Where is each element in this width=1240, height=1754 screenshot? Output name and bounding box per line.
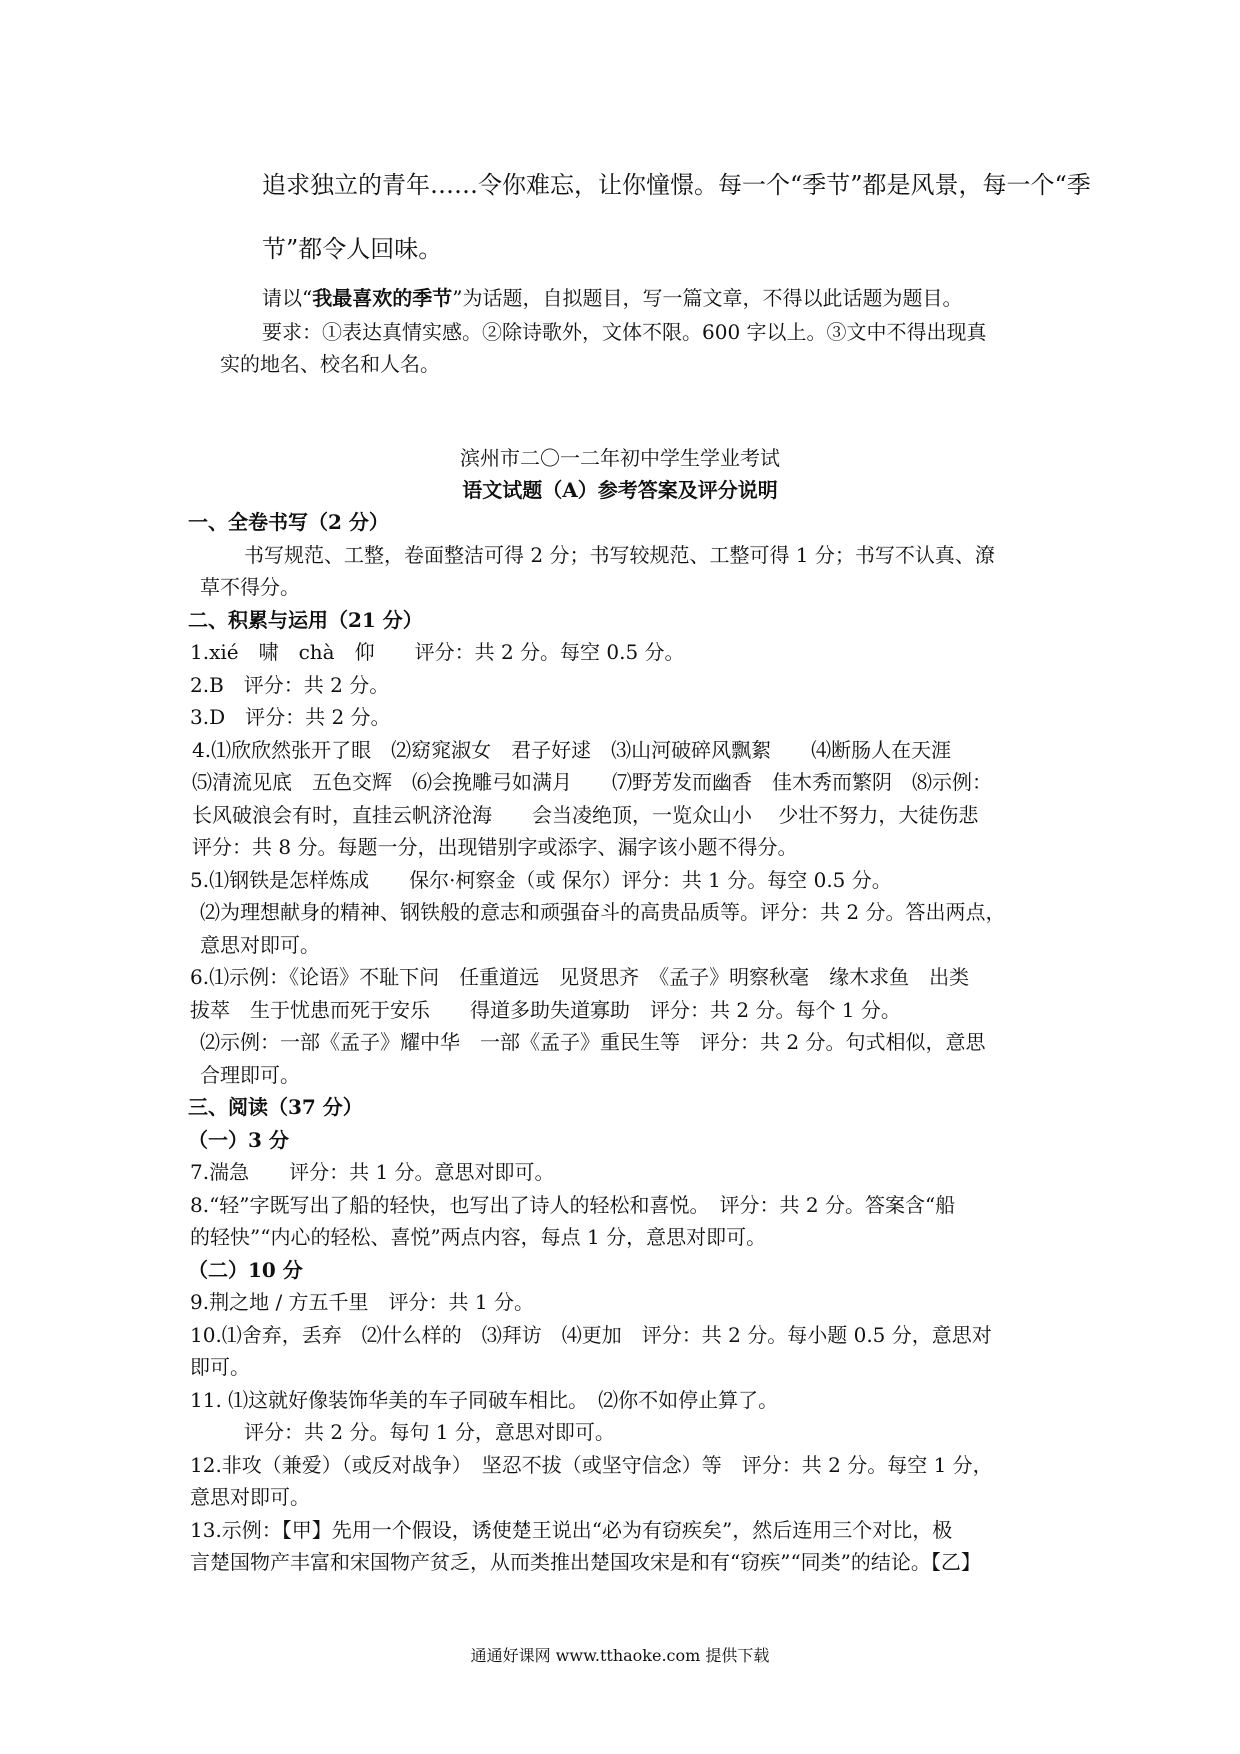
intro-line-1: 追求独立的青年……令你难忘，让你憧憬。每一个“季节”都是风景，每一个“季 — [262, 171, 1091, 199]
answer-line: ⑵为理想献身的精神、钢铁般的意志和顽强奋斗的高贵品质等。评分：共 2 分。答出两点， — [200, 900, 1006, 924]
answer-line: 13.示例：【甲】先用一个假设，诱使楚王说出“必为有窃疾矣”，然后连用三个对比，极 — [190, 1518, 953, 1542]
answer-line: 12.非攻（兼爱）（或反对战争） 坚忍不拔（或坚守信念）等 评分：共 2 分。每空 1 分， — [190, 1453, 993, 1477]
prompt-suffix: ”为话题，自拟题目，写一篇文章，不得以此话题为题目。 — [452, 286, 963, 310]
requirements-line-1: 要求：①表达真情实感。②除诗歌外，文体不限。600 字以上。③文中不得出现真 — [262, 320, 987, 344]
answer-line: 合理即可。 — [200, 1063, 300, 1087]
answer-line: 评分：共 2 分。每句 1 分，意思对即可。 — [244, 1420, 615, 1444]
answer-line: 5.⑴钢铁是怎样炼成 保尔·柯察金（或 保尔）评分：共 1 分。每空 0.5 分。 — [190, 868, 892, 892]
answer-line: ⑸清流见底 五色交辉 ⑹会挽雕弓如满月 ⑺野芳发而幽香 佳木秀而繁阴 ⑻示例： — [192, 770, 992, 794]
page-footer: 通通好课网 www.tthaoke.com 提供下载 — [470, 1646, 770, 1665]
answer-line: 6.⑴示例：《论语》不耻下问 任重道远 见贤思齐 《孟子》明察秋毫 缘木求鱼 出类 — [190, 965, 970, 989]
subsection-heading: （一）3 分 — [188, 1128, 289, 1152]
answer-line: 9.荆之地 / 方五千里 评分：共 1 分。 — [190, 1290, 534, 1314]
section-heading: 三、阅读（37 分） — [188, 1095, 363, 1119]
answer-line: 言楚国物产丰富和宋国物产贫乏，从而类推出楚国攻宋是和有“窃疾”“同类”的结论。【乙】 — [190, 1550, 981, 1574]
answer-line: 拔萃 生于忧患而死于安乐 得道多助失道寡助 评分：共 2 分。每个 1 分。 — [190, 998, 901, 1022]
exam-title: 滨州市二〇一二年初中学生学业考试 — [460, 446, 780, 470]
answer-line: ⑵示例：一部《孟子》耀中华 一部《孟子》重民生等 评分：共 2 分。句式相似，意思 — [200, 1030, 986, 1054]
essay-prompt — [262, 284, 962, 312]
answer-line: 意思对即可。 — [190, 1485, 310, 1509]
answer-line: 3.D 评分：共 2 分。 — [190, 705, 391, 729]
answer-line: 书写规范、工整，卷面整洁可得 2 分；书写较规范、工整可得 1 分；书写不认真、潦 — [244, 543, 995, 567]
prompt-prefix: 请以“ — [262, 286, 313, 310]
answer-line: 8.“轻”字既写出了船的轻快，也写出了诗人的轻松和喜悦。 评分：共 2 分。答案含“船 — [190, 1193, 956, 1217]
section-heading: 二、积累与运用（21 分） — [188, 608, 423, 632]
section-heading: 一、全卷书写（2 分） — [188, 510, 389, 534]
intro-line-2: 节”都令人回味。 — [262, 235, 443, 263]
answer-line: 意思对即可。 — [200, 933, 320, 957]
answer-line: 即可。 — [190, 1355, 250, 1379]
answer-line: 7.湍急 评分：共 1 分。意思对即可。 — [190, 1160, 555, 1184]
answer-line: 10.⑴舍弃，丢弃 ⑵什么样的 ⑶拜访 ⑷更加 评分：共 2 分。每小题 0.5 分，意思对 — [190, 1323, 992, 1347]
answer-line: 草不得分。 — [200, 575, 300, 599]
answer-line: 4.⑴欣欣然张开了眼 ⑵窈窕淑女 君子好逑 ⑶山河破碎风飘絮 ⑷断肠人在天涯 — [192, 738, 952, 762]
answer-line: 的轻快”“内心的轻松、喜悦”两点内容，每点 1 分，意思对即可。 — [190, 1225, 767, 1249]
answer-line: 1.xié 啸 chà 仰 评分：共 2 分。每空 0.5 分。 — [190, 640, 685, 664]
answer-line: 2.B 评分：共 2 分。 — [190, 673, 390, 697]
answer-line: 评分：共 8 分。每题一分，出现错别字或添字、漏字该小题不得分。 — [192, 835, 798, 859]
prompt-topic: 我最喜欢的季节 — [312, 286, 453, 310]
answer-line: 11. ⑴这就好像装饰华美的车子同破车相比。 ⑵你不如停止算了。 — [190, 1388, 779, 1412]
answer-line: 长风破浪会有时，直挂云帆济沧海 会当凌绝顶，一览众山小 少壮不努力，大徒伤悲 — [192, 803, 979, 827]
answer-key-subtitle: 语文试题（A）参考答案及评分说明 — [462, 478, 778, 502]
requirements-line-2: 实的地名、校名和人名。 — [220, 352, 440, 376]
subsection-heading: （二）10 分 — [188, 1258, 303, 1282]
